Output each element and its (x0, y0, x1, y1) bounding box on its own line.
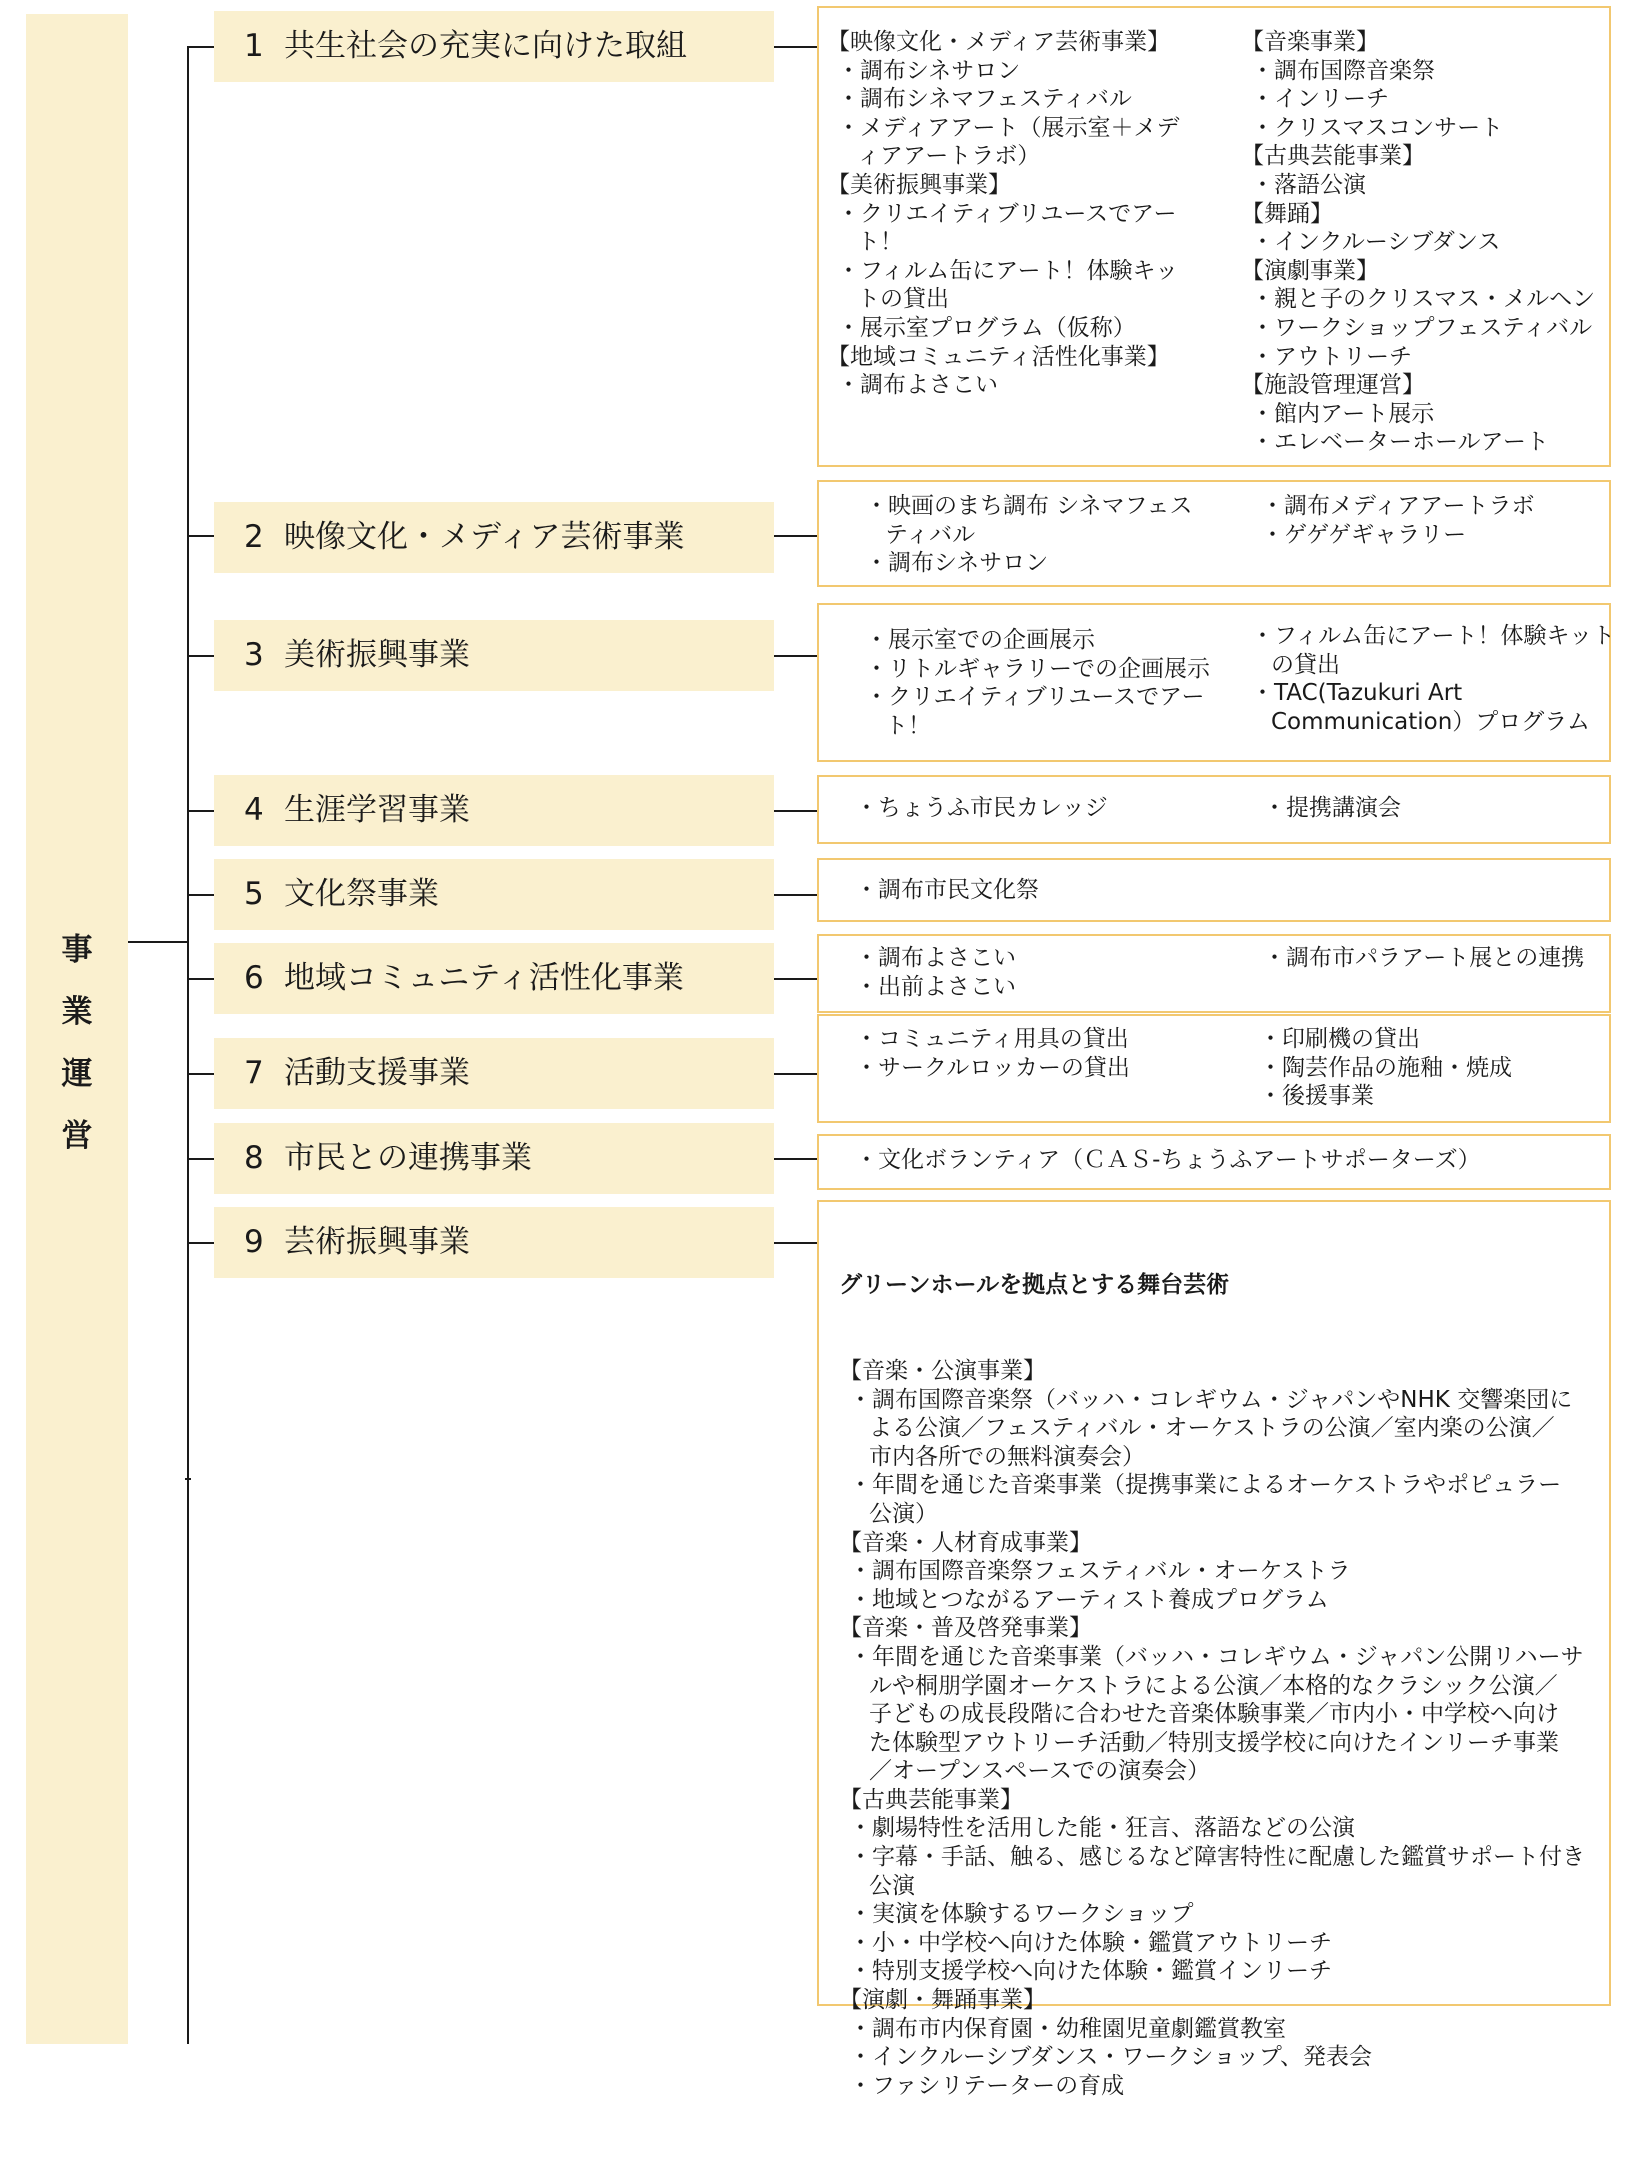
detail-item: ・陶芸作品の施釉・焼成 (1259, 1054, 1512, 1081)
branch-line (187, 1158, 214, 1160)
branch-line (187, 655, 214, 657)
detail-item: よる公演／フェスティバル・オーケストラの公演／室内楽の公演／ (869, 1415, 1555, 1442)
detail-connector (774, 894, 817, 896)
detail-item: ・インリーチ (1251, 86, 1389, 113)
detail-item: トの貸出 (857, 286, 949, 313)
detail-item: ・ゲゲゲギャラリー (1261, 521, 1467, 548)
root-char: 営 (61, 1118, 93, 1154)
detail-left-column (827, 28, 1179, 400)
detail-section-heading: 【施設管理運営】 (1241, 372, 1425, 399)
category-1 (214, 11, 774, 82)
detail-item: ・コミュニティ用具の貸出 (855, 1026, 1129, 1052)
detail-box-4 (817, 775, 1611, 844)
detail-item: ・アウトリーチ (1251, 343, 1412, 370)
detail-item: ・特別支援学校へ向けた体験・鑑賞インリーチ (849, 1958, 1332, 1985)
category-label: 市民との連携事業 (284, 1140, 532, 1176)
detail-heading: グリーンホールを拠点とする舞台芸術 (839, 1272, 1230, 1299)
branch-line (187, 535, 214, 537)
branch-line (187, 1073, 214, 1075)
category-label: 文化祭事業 (284, 876, 439, 912)
detail-section-heading: 【古典芸能事業】 (839, 1786, 1023, 1813)
detail-box-3 (817, 603, 1616, 762)
detail-item: ・映画のまち調布 シネマフェス (865, 493, 1193, 519)
detail-item: Communication）プログラム (1271, 708, 1591, 735)
detail-item: ルや桐朋学園オーケストラによる公演／本格的なクラシック公演／ (869, 1672, 1558, 1699)
detail-item: ・文化ボランティア（ＣＡＳ-ちょうふアートサポーターズ） (855, 1147, 1481, 1173)
detail-item: ・後援事業 (1259, 1083, 1374, 1110)
detail-item: ・フィルム缶にアート！体験キット (1251, 623, 1616, 649)
branch-line (187, 894, 214, 896)
detail-box-6 (817, 934, 1611, 1013)
detail-item: ・調布国際音楽祭（バッハ・コレギウム・ジャパンやNHK 交響楽団に (849, 1386, 1573, 1413)
detail-item: ・ワークショップフェスティバル (1251, 314, 1593, 341)
detail-item: ・親と子のクリスマス・メルヘン (1251, 286, 1596, 313)
detail-item: ト！ (857, 229, 903, 256)
detail-connector (774, 655, 817, 657)
detail-item: ・展示室プログラム（仮称） (837, 314, 1136, 341)
detail-item: ・実演を体験するワークショップ (849, 1901, 1194, 1928)
category-number: 6 (244, 960, 264, 996)
detail-item: 子どもの成長段階に合わせた音楽体験事業／市内小・中学校へ向け (869, 1701, 1559, 1728)
branch-line (187, 46, 214, 48)
detail-item: ・調布よさこい (837, 372, 998, 399)
detail-item: の貸出 (1271, 651, 1340, 678)
detail-section-heading: 【演劇事業】 (1241, 257, 1379, 284)
detail-right-column (1241, 28, 1595, 457)
detail-item: ・提携講演会 (1263, 795, 1401, 821)
detail-item: ・メディアアート（展示室＋メデ (837, 114, 1180, 141)
detail-box-7 (817, 1014, 1611, 1123)
root-char: 運 (61, 1056, 93, 1092)
detail-item: ・ちょうふ市民カレッジ (855, 795, 1108, 821)
category-label: 生涯学習事業 (284, 792, 470, 828)
detail-left-column (845, 1025, 1130, 1082)
detail-section-heading: 【演劇・舞踊事業】 (839, 1987, 1046, 2014)
trunk-joint (185, 1478, 191, 1480)
detail-item: ・クリスマスコンサート (1251, 114, 1504, 141)
category-number: 5 (244, 876, 264, 912)
category-3 (214, 620, 774, 691)
detail-item: た体験型アウトリーチ活動／特別支援学校に向けたインリーチ事業 (869, 1729, 1559, 1756)
detail-connector (774, 1242, 817, 1244)
detail-box-5 (817, 858, 1611, 922)
detail-section-heading: 【地域コミュニティ活性化事業】 (827, 343, 1170, 370)
category-label: 映像文化・メディア芸術事業 (284, 519, 685, 555)
detail-item: ・調布メディアアートラボ (1261, 493, 1535, 519)
category-label: 地域コミュニティ活性化事業 (284, 960, 684, 996)
detail-item: ／オープンスペースでの演奏会） (869, 1758, 1211, 1785)
detail-section-heading: 【映像文化・メディア芸術事業】 (827, 29, 1171, 55)
detail-left-column (855, 626, 1210, 740)
detail-item: ・地域とつながるアーティスト養成プログラム (849, 1586, 1329, 1613)
category-8 (214, 1123, 774, 1194)
detail-item: ・クリエイティブリユースでアー (837, 200, 1177, 227)
category-number: 7 (244, 1055, 264, 1091)
detail-connector (774, 1158, 817, 1160)
branch-line (187, 978, 214, 980)
category-7 (214, 1038, 774, 1109)
detail-item: 市内各所での無料演奏会） (869, 1443, 1145, 1470)
detail-box-9 (817, 1200, 1611, 2099)
detail-right-column (1251, 492, 1534, 549)
detail-item: ・出前よさこい (855, 973, 1016, 1000)
category-number: 8 (244, 1140, 264, 1176)
detail-section-heading: 【音楽・普及啓発事業】 (839, 1615, 1092, 1642)
detail-section-heading: 【音楽・人材育成事業】 (839, 1529, 1092, 1556)
detail-item: ・調布国際音楽祭 (1251, 57, 1435, 84)
detail-item: ・館内アート展示 (1251, 400, 1435, 427)
detail-item: ・調布市民文化祭 (855, 877, 1039, 903)
detail-item: ・エレベーターホールアート (1251, 429, 1549, 456)
detail-item: ・インクルーシブダンス (1251, 229, 1501, 256)
detail-item: ・ファシリテーターの育成 (849, 2072, 1125, 2099)
detail-section-heading: 【音楽事業】 (1241, 29, 1379, 55)
detail-item: ・調布市パラアート展との連携 (1263, 945, 1585, 971)
detail-section-heading: 【音楽・公演事業】 (839, 1357, 1046, 1384)
detail-box-8 (817, 1134, 1611, 1190)
detail-item: ・小・中学校へ向けた体験・鑑賞アウトリーチ (849, 1929, 1332, 1956)
root-char: 業 (61, 994, 93, 1030)
category-4 (214, 775, 774, 846)
detail-right-column (1253, 794, 1401, 823)
root-connector (128, 941, 188, 943)
detail-right-column (1241, 622, 1615, 736)
detail-item: ・年間を通じた音楽事業（提携事業によるオーケストラやポピュラー (849, 1472, 1562, 1499)
detail-item: ・フィルム缶にアート！体験キッ (837, 257, 1179, 284)
detail-item: ・字幕・手話、触る、感じるなど障害特性に配慮した鑑賞サポート付き (849, 1844, 1585, 1871)
category-5 (214, 859, 774, 930)
detail-item: ・調布よさこい (855, 945, 1016, 971)
category-number: 4 (244, 792, 264, 828)
category-2 (214, 502, 774, 573)
detail-item: ィアアートラボ） (857, 143, 1041, 170)
category-number: 9 (244, 1224, 264, 1260)
detail-item: 公演 (869, 1872, 915, 1899)
detail-item: ・調布シネサロン (837, 57, 1021, 84)
detail-item: ティバル (885, 521, 976, 548)
trunk-line (187, 46, 189, 2044)
detail-connector (774, 810, 817, 812)
detail-connector (774, 535, 817, 537)
detail-lines (839, 1357, 1585, 2100)
detail-left-column (845, 876, 1039, 905)
detail-item: ・調布シネマフェスティバル (837, 86, 1132, 113)
branch-line (187, 810, 214, 812)
detail-item: ・展示室での企画展示 (865, 627, 1095, 653)
detail-item: ・落語公演 (1251, 171, 1366, 198)
detail-item: ・劇場特性を活用した能・狂言、落語などの公演 (849, 1815, 1355, 1842)
detail-item: ・印刷機の貸出 (1259, 1026, 1420, 1052)
detail-left-column (845, 944, 1016, 1001)
detail-item: ・調布国際音楽祭フェスティバル・オーケストラ (849, 1558, 1351, 1585)
detail-connector (774, 1073, 817, 1075)
detail-item: ・調布市内保育園・幼稚園児童劇鑑賞教室 (849, 2015, 1286, 2042)
detail-right-column (1249, 1025, 1512, 1111)
detail-box-1 (817, 6, 1611, 467)
category-number: 1 (244, 28, 264, 64)
root-char: 事 (61, 932, 93, 968)
category-label: 共生社会の充実に向けた取組 (284, 28, 687, 64)
detail-section-heading: 【古典芸能事業】 (1241, 143, 1425, 170)
category-number: 2 (244, 519, 264, 555)
branch-line (187, 1242, 214, 1244)
detail-item: 公演） (869, 1500, 938, 1527)
detail-right-column (1253, 944, 1584, 973)
category-label: 芸術振興事業 (284, 1224, 470, 1260)
detail-item: ・リトルギャラリーでの企画展示 (865, 655, 1210, 682)
root-label (26, 919, 128, 1167)
detail-box-2 (817, 480, 1611, 587)
detail-item: ・TAC(Tazukuri Art (1251, 680, 1463, 707)
category-label: 活動支援事業 (284, 1055, 470, 1091)
detail-connector (774, 46, 817, 48)
detail-item: ・サークルロッカーの貸出 (855, 1054, 1130, 1081)
root-box (26, 14, 128, 2044)
detail-left-column (855, 492, 1192, 578)
detail-left-column (845, 794, 1108, 823)
detail-section-heading: 【美術振興事業】 (827, 171, 1011, 198)
category-9 (214, 1207, 774, 1278)
category-number: 3 (244, 637, 264, 673)
detail-item: ・調布シネサロン (865, 550, 1049, 577)
detail-section-heading: 【舞踊】 (1241, 200, 1333, 227)
detail-item: ・インクルーシブダンス・ワークショップ、発表会 (849, 2044, 1373, 2071)
detail-left-column (845, 1146, 1481, 1175)
detail-item: ・年間を通じた音楽事業（バッハ・コレギウム・ジャパン公開リハーサ (849, 1643, 1584, 1670)
category-6 (214, 943, 774, 1014)
category-label: 美術振興事業 (284, 637, 470, 673)
detail-content (839, 1214, 1585, 2158)
detail-connector (774, 978, 817, 980)
detail-item: ・クリエイティブリユースでアー (865, 684, 1205, 711)
detail-item: ト！ (885, 712, 931, 739)
